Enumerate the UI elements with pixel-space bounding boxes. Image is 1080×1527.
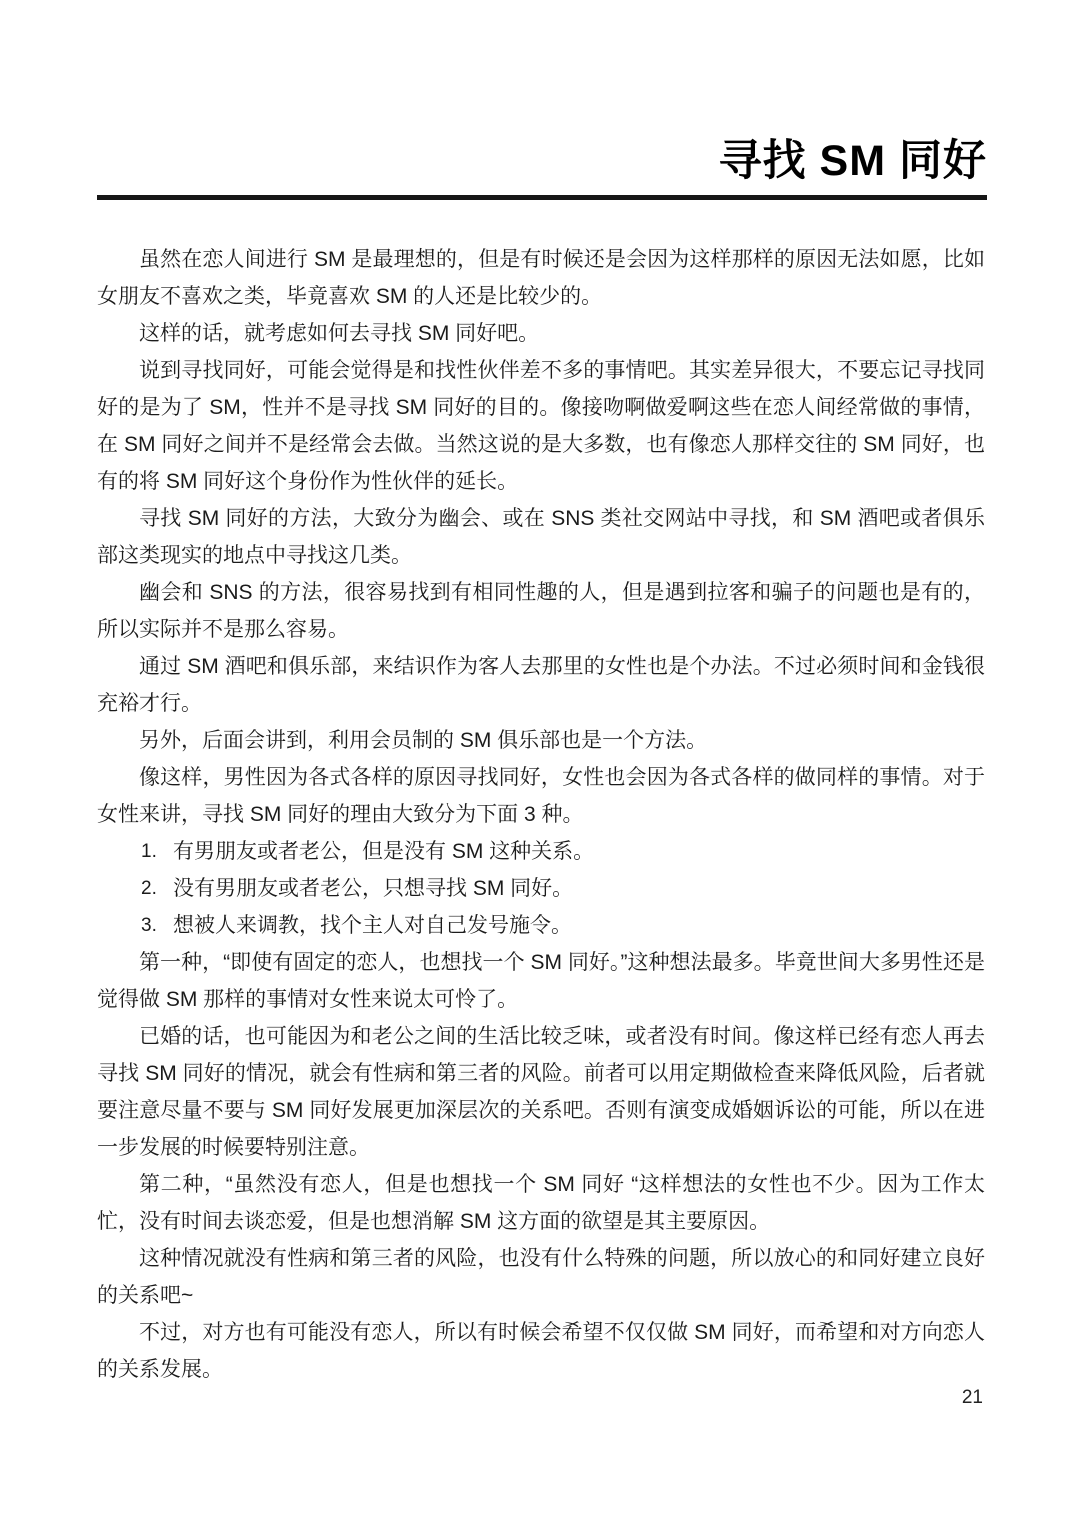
paragraph: 第一种，“即使有固定的恋人，也想找一个 SM 同好。”这种想法最多。毕竟世间大多男性还是觉得做 SM 那样的事情对女性来说太可怜了。	[97, 951, 985, 1011]
paragraph: 这样的话，就考虑如何去寻找 SM 同好吧。	[139, 322, 540, 345]
list-item-text: 想被人来调教，找个主人对自己发号施令。	[173, 914, 572, 937]
list-item-number: 1.	[141, 841, 157, 862]
paragraph: 虽然在恋人间进行 SM 是最理想的，但是有时候还是会因为这样那样的原因无法如愿，比如女朋友不喜欢之类，毕竟喜欢 SM 的人还是比较少的。	[97, 248, 985, 308]
list-item-text: 有男朋友或者老公，但是没有 SM 这种关系。	[173, 840, 595, 863]
list-item-text: 没有男朋友或者老公，只想寻找 SM 同好。	[173, 877, 574, 900]
document-body	[97, 241, 985, 1388]
title-divider	[97, 195, 987, 200]
paragraph: 已婚的话，也可能因为和老公之间的生活比较乏味，或者没有时间。像这样已经有恋人再去寻找 SM 同好的情况，就会有性病和第三者的风险。前者可以用定期做检查来降低风险，后者就要注意尽量不要与 SM 同好发展更加深层次的关系吧。否则有演变成婚姻诉讼的可能，所以在进一步发展的时候要特别注意。	[97, 1025, 985, 1159]
paragraph: 像这样，男性因为各式各样的原因寻找同好，女性也会因为各式各样的做同样的事情。对于女性来讲，寻找 SM 同好的理由大致分为下面 3 种。	[97, 766, 985, 826]
list-item-number: 3.	[141, 915, 157, 936]
paragraph: 幽会和 SNS 的方法，很容易找到有相同性趣的人，但是遇到拉客和骗子的问题也是有的，所以实际并不是那么容易。	[97, 581, 985, 641]
page-number: 21	[961, 1387, 983, 1408]
list-item	[97, 870, 985, 907]
paragraph: 这种情况就没有性病和第三者的风险，也没有什么特殊的问题，所以放心的和同好建立良好的关系吧~	[97, 1247, 985, 1307]
paragraph: 不过，对方也有可能没有恋人，所以有时候会希望不仅仅做 SM 同好，而希望和对方向恋人的关系发展。	[97, 1321, 985, 1381]
paragraph: 通过 SM 酒吧和俱乐部，来结识作为客人去那里的女性也是个办法。不过必须时间和金钱很充裕才行。	[97, 655, 985, 715]
reason-list	[97, 833, 985, 944]
document-header	[97, 138, 987, 200]
paragraph: 说到寻找同好，可能会觉得是和找性伙伴差不多的事情吧。其实差异很大，不要忘记寻找同好的是为了 SM，性并不是寻找 SM 同好的目的。像接吻啊做爱啊这些在恋人间经常做的事情，在 SM 同好之间并不是经常会去做。当然这说的是大多数，也有像恋人那样交往的 SM 同好，也有的将 SM 同好这个身份作为性伙伴的延长。	[97, 359, 985, 493]
page-title: 寻找 SM 同好	[718, 137, 987, 185]
list-item	[97, 833, 985, 870]
paragraph: 第二种，“虽然没有恋人，但是也想找一个 SM 同好 “这样想法的女性也不少。因为工作太忙，没有时间去谈恋爱，但是也想消解 SM 这方面的欲望是其主要原因。	[97, 1173, 985, 1233]
list-item-number: 2.	[141, 878, 157, 899]
paragraph: 另外，后面会讲到，利用会员制的 SM 俱乐部也是一个方法。	[139, 729, 708, 752]
paragraph: 寻找 SM 同好的方法，大致分为幽会、或在 SNS 类社交网站中寻找，和 SM 酒吧或者俱乐部这类现实的地点中寻找这几类。	[97, 507, 985, 567]
list-item	[97, 907, 985, 944]
